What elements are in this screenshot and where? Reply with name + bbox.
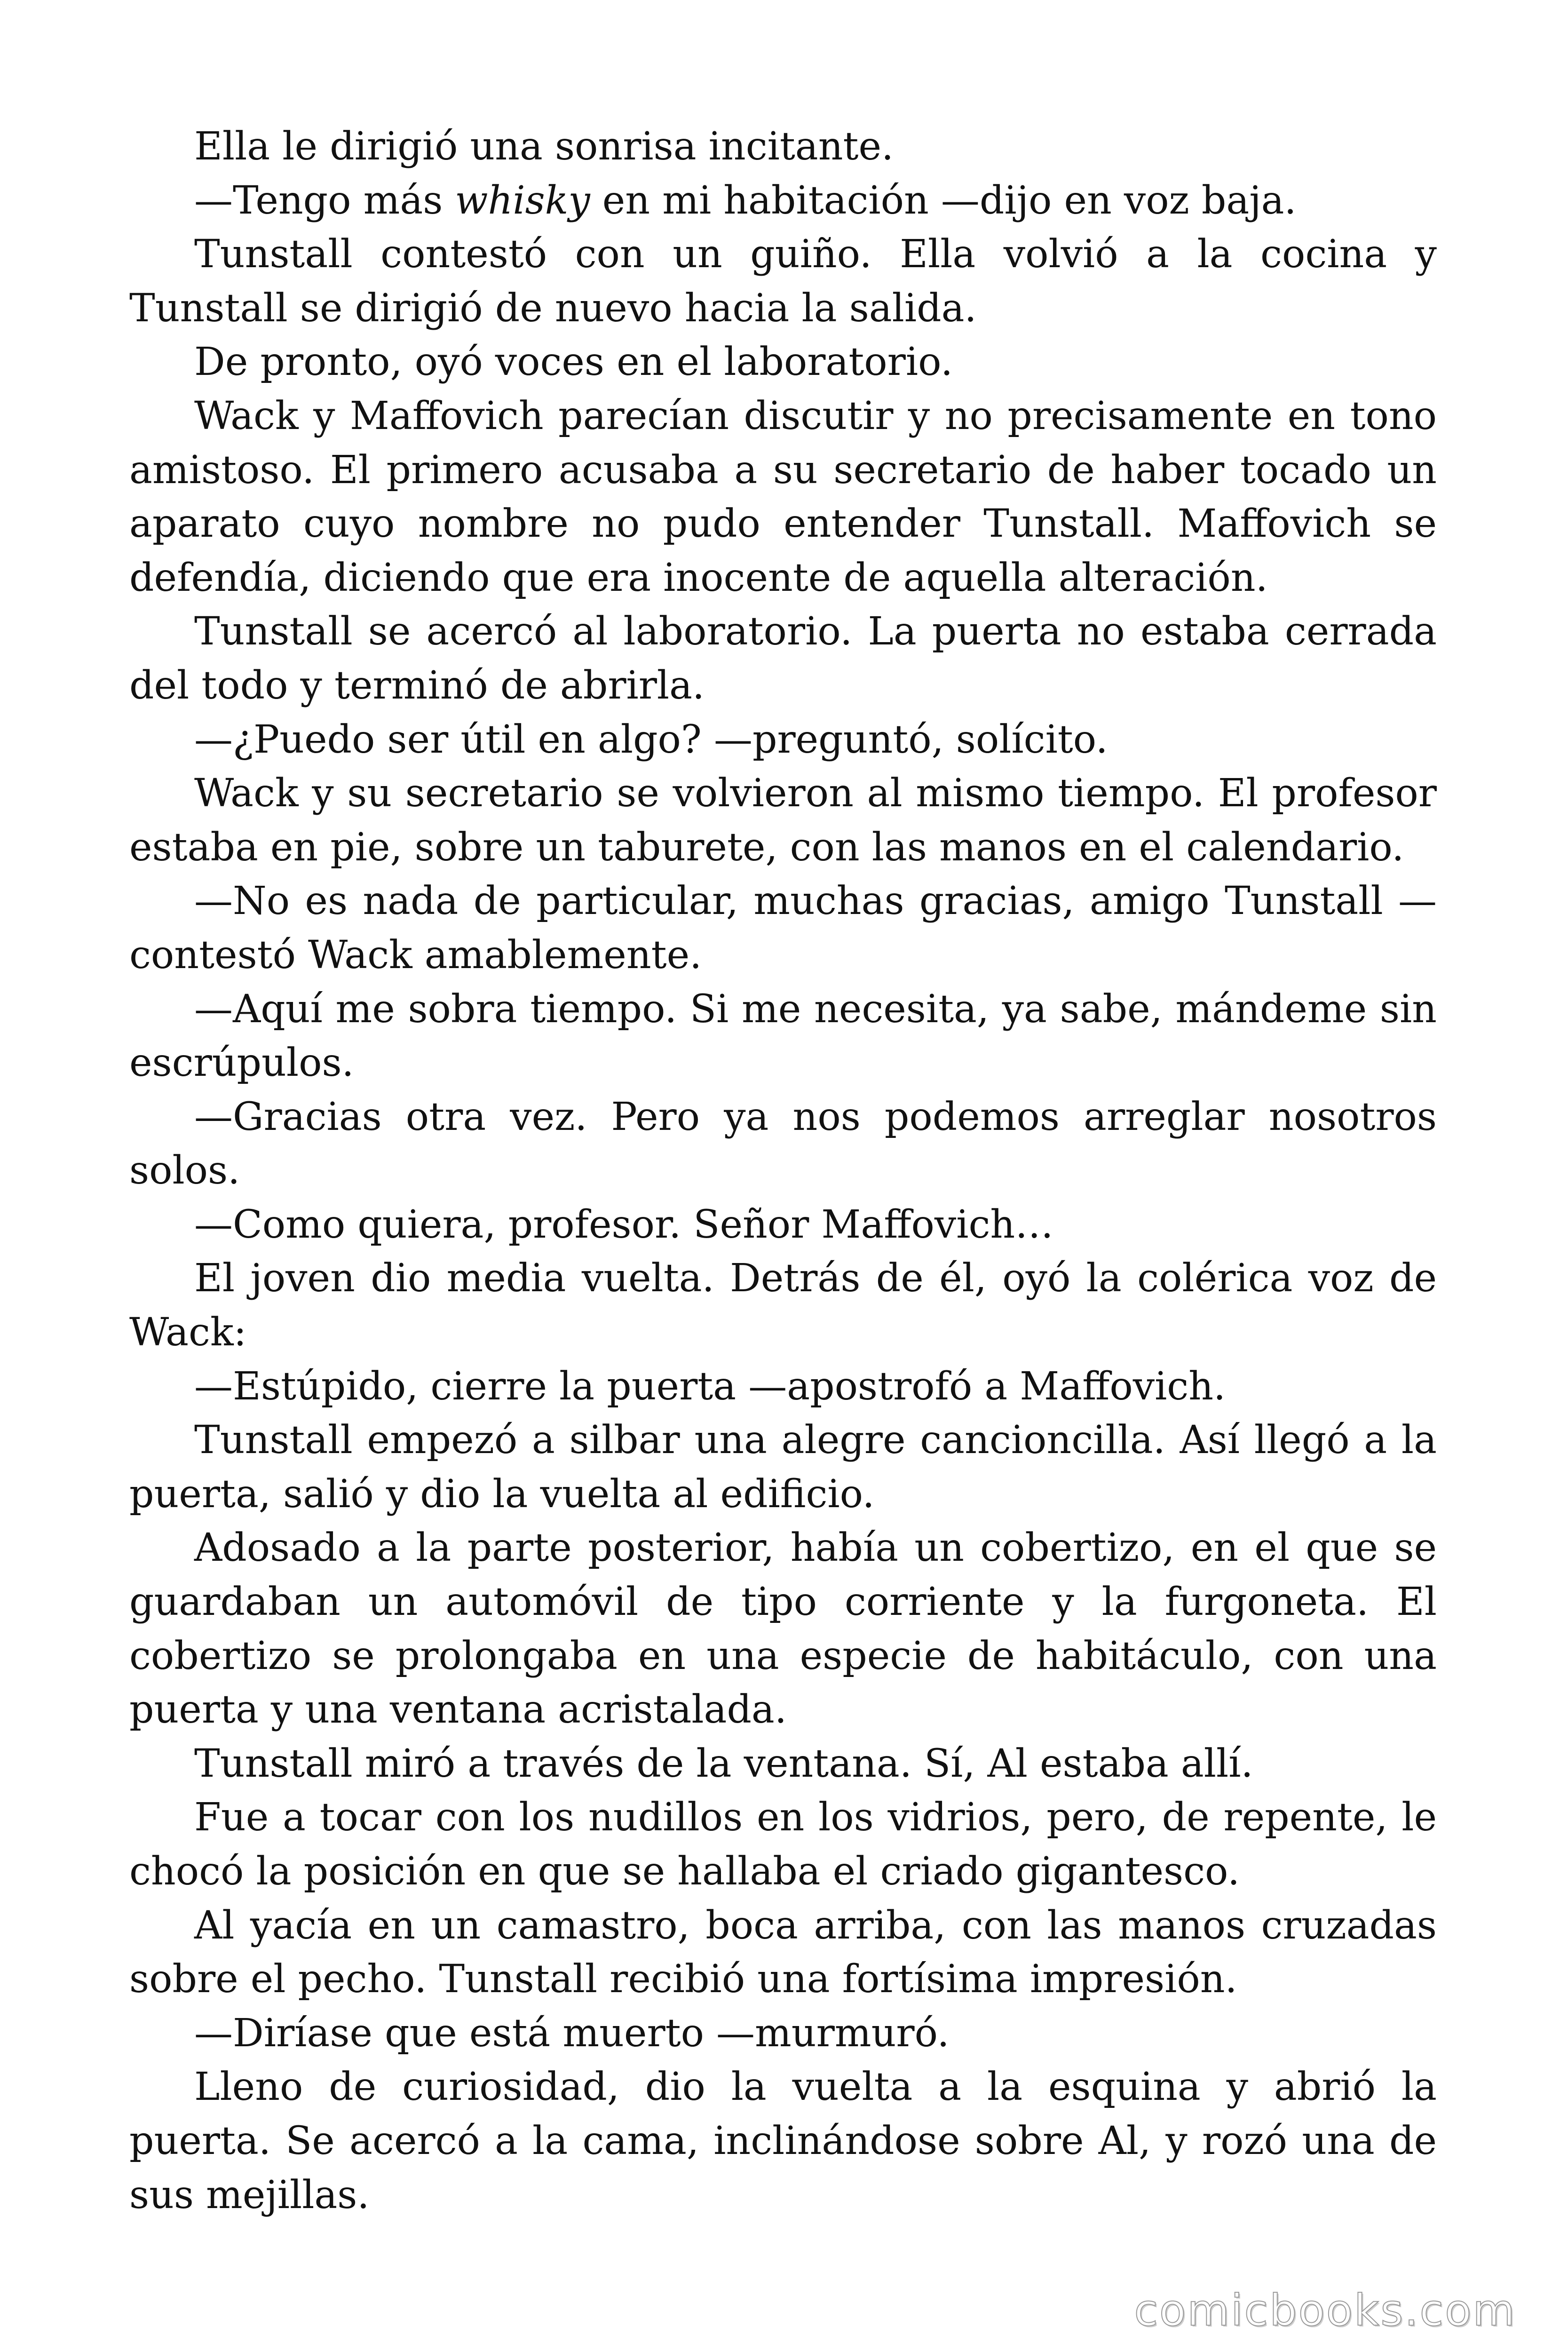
paragraph [129,174,1437,228]
text-run: en mi habitación —dijo en voz baja. [590,178,1297,223]
paragraph: Tunstall miró a través de la ventana. Sí, Al estaba allí. [194,1741,1253,1786]
paragraph: —Gracias otra vez. Pero ya nos podemos arreglar nosotros solos. [129,1094,1437,1193]
paragraph: Tunstall se acercó al laboratorio. La puerta no estaba cerrada del todo y terminó de abrirla. [129,609,1437,708]
page-body [129,120,1437,2222]
paragraph: Lleno de curiosidad, dio la vuelta a la esquina y abrió la puerta. Se acercó a la cama, inclinándose sobre Al, y rozó una de sus mejillas. [129,2065,1437,2217]
paragraph: Ella le dirigió una sonrisa incitante. [194,124,894,169]
text-run: —Tengo más [194,178,455,223]
paragraph: —Aquí me sobra tiempo. Si me necesita, ya sabe, mándeme sin escrúpulos. [129,986,1437,1086]
paragraph: De pronto, oyó voces en el laboratorio. [194,340,953,385]
paragraph: —No es nada de particular, muchas gracias, amigo Tunstall —contestó Wack amablemente. [129,879,1437,977]
paragraph: El joven dio media vuelta. Detrás de él, oyó la colérica voz de Wack: [129,1256,1437,1355]
paragraph: —¿Puedo ser útil en algo? —preguntó, solícito. [194,717,1108,762]
paragraph: Tunstall empezó a silbar una alegre cancioncilla. Así llegó a la puerta, salió y dio la vuelta al edificio. [129,1418,1437,1517]
paragraph: Tunstall contestó con un guiño. Ella volvió a la cocina y Tunstall se dirigió de nuevo hacia la salida. [129,232,1437,331]
paragraph: —Diríase que está muerto —murmuró. [194,2010,950,2056]
paragraph: Al yacía en un camastro, boca arriba, con las manos cruzadas sobre el pecho. Tunstall recibió una fortísima impresión. [129,1903,1437,2002]
watermark-logo: comicbooks.com [1134,2285,1516,2336]
paragraph: Fue a tocar con los nudillos en los vidrios, pero, de repente, le chocó la posición en que se hallaba el criado gigantesco. [129,1795,1437,1894]
paragraph: —Estúpido, cierre la puerta —apostrofó a Maffovich. [194,1364,1226,1409]
paragraph: Adosado a la parte posterior, había un cobertizo, en el que se guardaban un automóvil de tipo corriente y la furgoneta. El cobertizo se prolongaba en una especie de habitáculo, con una puerta y una ventana acristalada. [129,1526,1437,1732]
paragraph: Wack y Maffovich parecían discutir y no precisamente en tono amistoso. El primero acusaba a su secretario de haber tocado un aparato cuyo nombre no pudo entender Tunstall. Maffovich se defendía, diciendo que era inocente de aquella alteración. [129,393,1437,600]
italic-word: whisky [455,178,590,223]
paragraph: —Como quiera, profesor. Señor Maffovich… [194,1202,1054,1247]
paragraph: Wack y su secretario se volvieron al mismo tiempo. El profesor estaba en pie, sobre un taburete, con las manos en el calendario. [129,771,1437,870]
